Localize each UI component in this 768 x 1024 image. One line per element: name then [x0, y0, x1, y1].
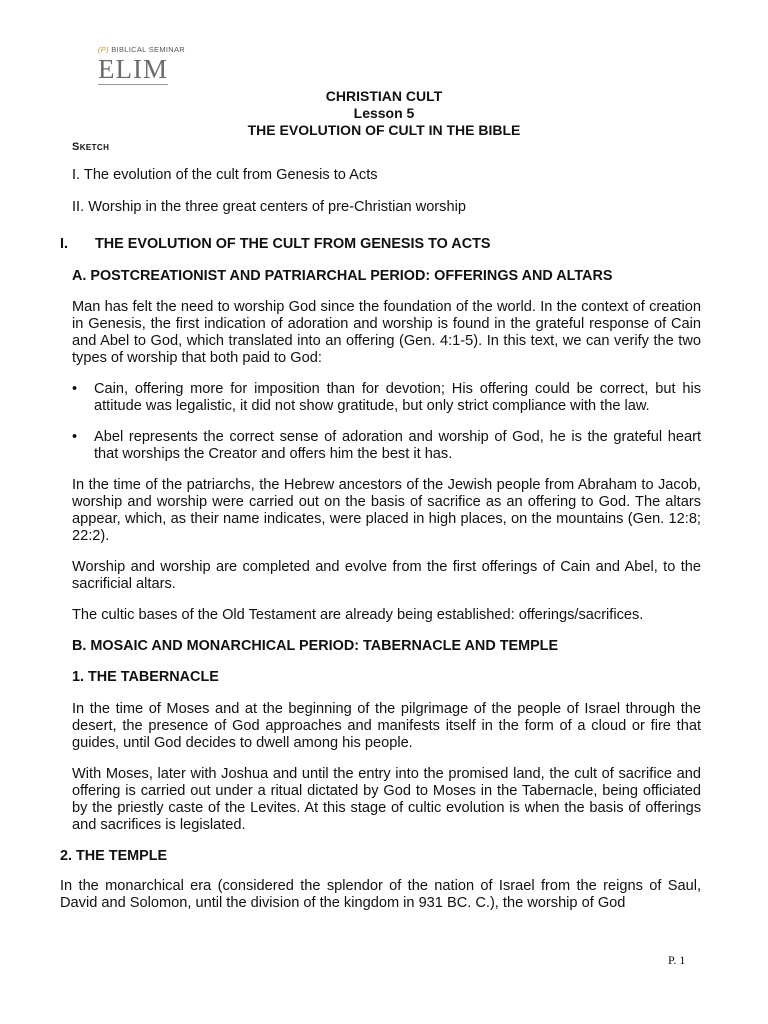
subsection-heading-b: B. MOSAIC AND MONARCHICAL PERIOD: TABERNACLE AND TEMPLE: [72, 638, 559, 654]
list-item: [72, 429, 701, 463]
page-number: P. 1: [668, 953, 686, 967]
bullet-text: Abel represents the correct sense of adoration and worship of God, he is the grateful heart that worships the Creator and offers him the best it has.: [94, 429, 701, 462]
paragraph-b1: In the time of Moses and at the beginning of the pilgrimage of the people of Israel through the desert, the presence of God approaches and manifests itself in the form of a cloud or fire that guides, until God decides to dwell among his people.: [72, 701, 701, 751]
seminar-logo: [98, 45, 185, 85]
section-heading-1: [60, 236, 490, 253]
bullet-text: Cain, offering more for imposition than for devotion; His offering could be correct, but his attitude was legalistic, it did not show gratitude, but only strict compliance with the law.: [94, 381, 701, 414]
logo-name: ELIM: [98, 54, 168, 84]
document-title: [0, 88, 768, 139]
title-line-2: Lesson 5: [353, 105, 415, 121]
title-line-3: THE EVOLUTION OF CULT IN THE BIBLE: [247, 122, 521, 138]
subheading-tabernacle: 1. THE TABERNACLE: [72, 669, 219, 685]
paragraph-b3: In the monarchical era (considered the splendor of the nation of Israel from the reigns of Saul, David and Solomon, until the division of the kingdom in 931 BC. C.), the worship of God: [60, 878, 701, 911]
paragraph-b2: With Moses, later with Joshua and until the entry into the promised land, the cult of sacrifice and offering is carried out under a ritual dictated by God to Moses in the Tabernacle, being officiated by the priestly caste of the Levites. At this stage of cultic evolution is when the basis of offerings and sacrifices is legislated.: [72, 766, 701, 833]
toc-item-2: II. Worship in the three great centers of pre-Christian worship: [72, 199, 466, 215]
subheading-temple: 2. THE TEMPLE: [60, 848, 168, 864]
sketch-heading: Sketch: [72, 141, 110, 153]
subsection-heading-a: A. POSTCREATIONIST AND PATRIARCHAL PERIOD: OFFERINGS AND ALTARS: [72, 268, 613, 284]
section-title: THE EVOLUTION OF THE CULT FROM GENESIS TO ACTS: [95, 236, 491, 252]
paragraph-a2: In the time of the patriarchs, the Hebrew ancestors of the Jewish people from Abraham to Jacob, worship and worship were carried out on the basis of sacrifice as an offering to God. The altars appear, which, as their name indicates, were placed in high places, on the mountains (Gen. 12:8; 22:2).: [72, 477, 701, 544]
bullet-mark: •: [72, 381, 78, 397]
title-line-1: CHRISTIAN CULT: [325, 88, 443, 104]
paragraph-a4: The cultic bases of the Old Testament are already being established: offerings/sacrifices.: [72, 607, 644, 623]
logo-seminar-text: BIBLICAL SEMINAR: [111, 45, 186, 54]
list-item: [72, 381, 701, 415]
toc-item-1: I. The evolution of the cult from Genesis to Acts: [72, 167, 378, 183]
logo-prefix: (P): [98, 45, 109, 54]
paragraph-a1: Man has felt the need to worship God since the foundation of the world. In the context of creation in Genesis, the first indication of adoration and worship is found in the grateful response of Cain and Abel to God, which translated into an offering (Gen. 4:1-5). In this text, we can verify the two types of worship that both paid to God:: [72, 299, 701, 366]
bullet-mark: •: [72, 429, 78, 445]
section-number: I.: [60, 236, 68, 252]
paragraph-a3: Worship and worship are completed and evolve from the first offerings of Cain and Abel, to the sacrificial altars.: [72, 559, 701, 592]
logo-subtitle: [98, 45, 185, 54]
